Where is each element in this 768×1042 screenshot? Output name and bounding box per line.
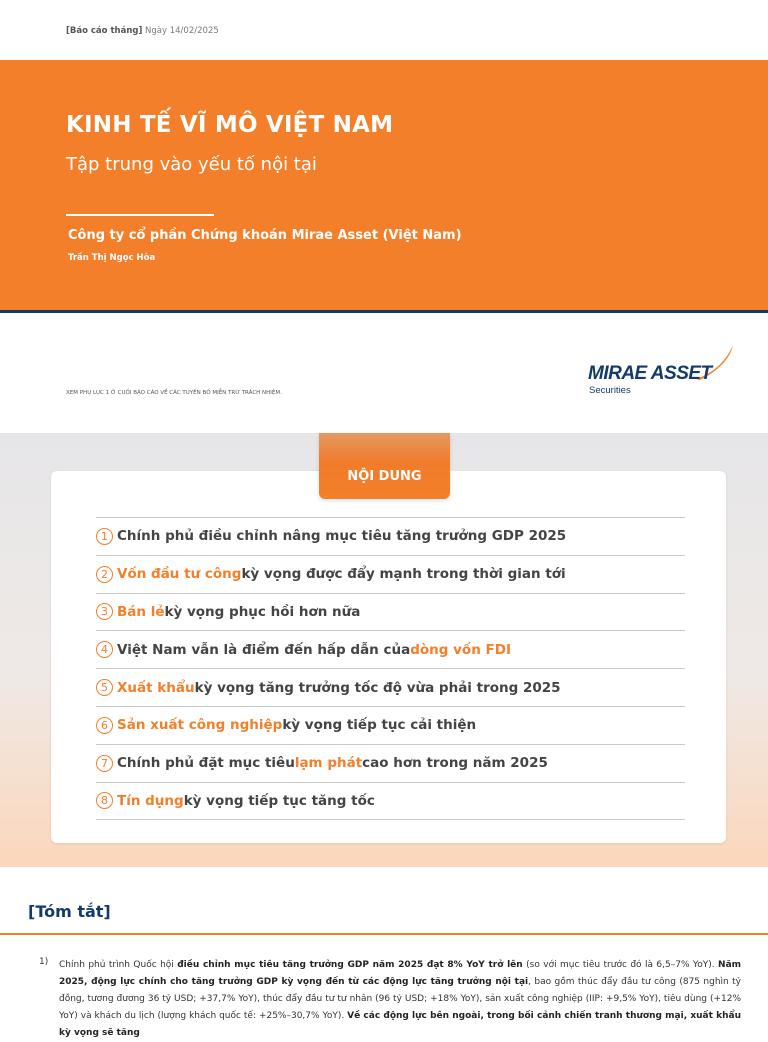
report-type: [Báo cáo tháng] [66,26,143,36]
toc-item-text: kỳ vọng tiếp tục tăng tốc [183,792,375,809]
disclaimer-note: XEM PHỤ LỤC 1 Ở CUỐI BÁO CÁO VỀ CÁC TUYÊN BỐ MIỄN TRỪ TRÁCH NHIỆM. [66,390,282,396]
toc-number-badge: 8 [96,792,113,809]
summary-heading: [Tóm tắt] [28,902,111,921]
toc-heading-tab [319,433,450,499]
toc-number-badge: 6 [96,717,113,734]
summary-text: Chính phủ trình Quốc hội [59,960,178,970]
report-date: Ngày 14/02/2025 [145,26,219,36]
toc-list [96,517,685,820]
toc-item-4[interactable] [96,631,685,669]
toc-item-highlight: Bán lẻ [117,603,165,620]
toc-item-3[interactable] [96,594,685,632]
toc-item-highlight: Sản xuất công nghiệp [117,717,283,734]
toc-number-badge: 3 [96,603,113,620]
toc-item-text: cao hơn trong năm 2025 [362,755,548,772]
summary-text: , bao gồm thúc đẩy đầu tư công (875 nghìn tỷ đồng, tương đương 36 tỷ USD; +37,7% YoY), thúc đẩy đầu tư tư nhân (96 tỷ USD; +18% YoY), sản xuất công nghiệp (IIP: +9,5% YoY), tiêu dùng (+12% YoY) và khách du lịch (lượng khách quốc tế: +25%–30,7% YoY). [59,977,741,1021]
toc-item-highlight: dòng vốn FDI [410,641,511,658]
company-name: Công ty cổ phần Chứng khoán Mirae Asset (Việt Nam) [68,228,462,243]
toc-item-highlight: Xuất khẩu [117,679,195,696]
cover-banner [0,60,768,310]
summary-text: (so với mục tiêu trước đó là 6,5–7% YoY). [522,960,719,970]
cover-banner-strip [0,310,768,313]
toc-item-highlight: lạm phát [294,755,363,772]
summary-bold-text: Năm 2025, động lực chính cho tăng trưởng GDP kỳ vọng đến từ các động lực tăng trưởng nội tại [59,960,742,987]
summary-bold-text: Về các động lực bên ngoài, trong bối cảnh chiến tranh thương mại, xuất khẩu kỳ vọng sẽ tăng [59,1011,741,1038]
summary-item-number: 1) [39,957,49,967]
toc-number-badge: 4 [96,641,113,658]
author-name: Trần Thị Ngọc Hòa [68,253,156,263]
summary-paragraph [59,957,741,1042]
toc-item-highlight: Vốn đầu tư công [117,566,242,583]
toc-item-text: kỳ vọng phục hồi hơn nữa [164,603,361,620]
toc-item-5[interactable] [96,669,685,707]
toc-heading: NỘI DUNG [347,469,422,484]
toc-number-badge: 2 [96,566,113,583]
toc-item-7[interactable] [96,745,685,783]
title-divider [66,214,214,216]
toc-item-text: Việt Nam vẫn là điểm đến hấp dẫn của [117,641,411,658]
toc-item-text: Chính phủ điều chỉnh nâng mục tiêu tăng trưởng GDP 2025 [117,528,567,545]
toc-item-text: kỳ vọng tiếp tục cải thiện [282,717,477,734]
toc-item-text: kỳ vọng tăng trưởng tốc độ vừa phải trong 2025 [194,679,561,696]
toc-number-badge: 1 [96,528,113,545]
summary-bold-text: điều chỉnh mục tiêu tăng trưởng GDP năm 2025 đạt 8% YoY trở lên [177,960,523,970]
toc-item-6[interactable] [96,707,685,745]
logo-subtitle: Securities [589,385,631,396]
report-title: KINH TẾ VĨ MÔ VIỆT NAM [66,112,394,138]
toc-number-badge: 7 [96,755,113,772]
toc-item-text: Chính phủ đặt mục tiêu [117,755,295,772]
toc-item-text: kỳ vọng được đẩy mạnh trong thời gian tới [241,566,566,583]
toc-item-8[interactable] [96,783,685,821]
report-subtitle: Tập trung vào yếu tố nội tại [66,154,317,175]
toc-item-highlight: Tín dụng [117,792,184,809]
logo-wordmark: MIRAE ASSET [588,363,712,384]
toc-item-2[interactable] [96,556,685,594]
summary-divider [0,933,768,935]
toc-number-badge: 5 [96,679,113,696]
report-header-line [66,26,219,36]
mirae-asset-logo [586,343,736,399]
toc-item-1[interactable] [96,518,685,556]
